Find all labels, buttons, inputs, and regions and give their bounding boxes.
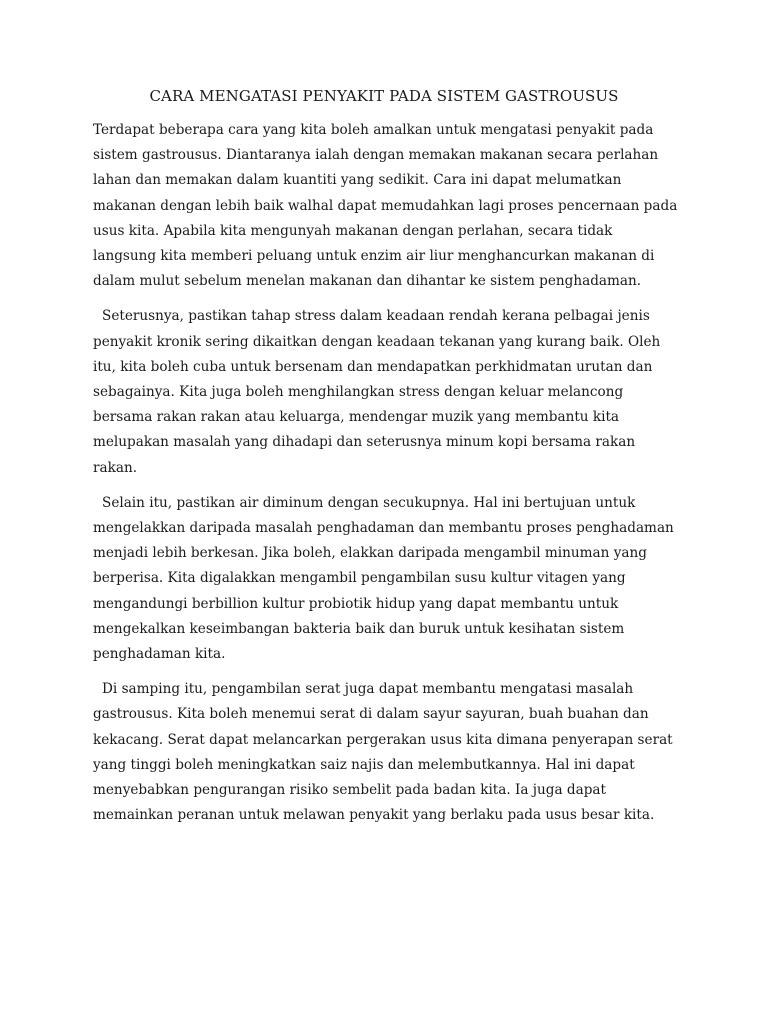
page-title: CARA MENGATASI PENYAKIT PADA SISTEM GASTROUSUS bbox=[149, 87, 619, 105]
paragraph-1: Terdapat beberapa cara yang kita boleh amalkan untuk mengatasi penyakit pada sistem gastrousus. Diantaranya ialah dengan memakan makanan secara perlahan lahan dan memakan dalam kuantiti yang sedikit. Cara ini dapat melumatkan makanan dengan lebih baik walhal dapat memudahkan lagi proses pencernaan pada usus kita. Apabila kita mengunyah makanan dengan perlahan, secara tidak langsung kita memberi peluang untuk enzim air liur menghancurkan makanan di dalam mulut sebelum menelan makanan dan dihantar ke sistem penghadaman. bbox=[93, 122, 678, 290]
paragraph-4: Di samping itu, pengambilan serat juga dapat membantu mengatasi masalah gastrousus. Kita boleh menemui serat di dalam sayur sayuran, buah buahan dan kekacang. Serat dapat melancarkan pergerakan usus kita dimana penyerapan serat yang tinggi boleh meningkatkan saiz najis dan melembutkannya. Hal ini dapat menyebabkan pengurangan risiko sembelit pada badan kita. Ia juga dapat memainkan peranan untuk melawan penyakit yang berlaku pada usus besar kita. bbox=[93, 681, 673, 824]
document-body bbox=[93, 118, 678, 838]
paragraph-2: Seterusnya, pastikan tahap stress dalam keadaan rendah kerana pelbagai jenis penyakit kronik sering dikaitkan dengan keadaan tekanan yang kurang baik. Oleh itu, kita boleh cuba untuk bersenam dan mendapatkan perkhidmatan urutan dan sebagainya. Kita juga boleh menghilangkan stress dengan keluar melancong bersama rakan rakan atau keluarga, mendengar muzik yang membantu kita melupakan masalah yang dihadapi dan seterusnya minum kopi bersama rakan rakan. bbox=[93, 308, 661, 476]
paragraph-3: Selain itu, pastikan air diminum dengan secukupnya. Hal ini bertujuan untuk mengelakkan daripada masalah penghadaman dan membantu proses penghadaman menjadi lebih berkesan. Jika boleh, elakkan daripada mengambil minuman yang berperisa. Kita digalakkan mengambil pengambilan susu kultur vitagen yang mengandungi berbillion kultur probiotik hidup yang dapat membantu untuk mengekalkan keseimbangan bakteria baik dan buruk untuk kesihatan sistem penghadaman kita. bbox=[93, 494, 674, 663]
